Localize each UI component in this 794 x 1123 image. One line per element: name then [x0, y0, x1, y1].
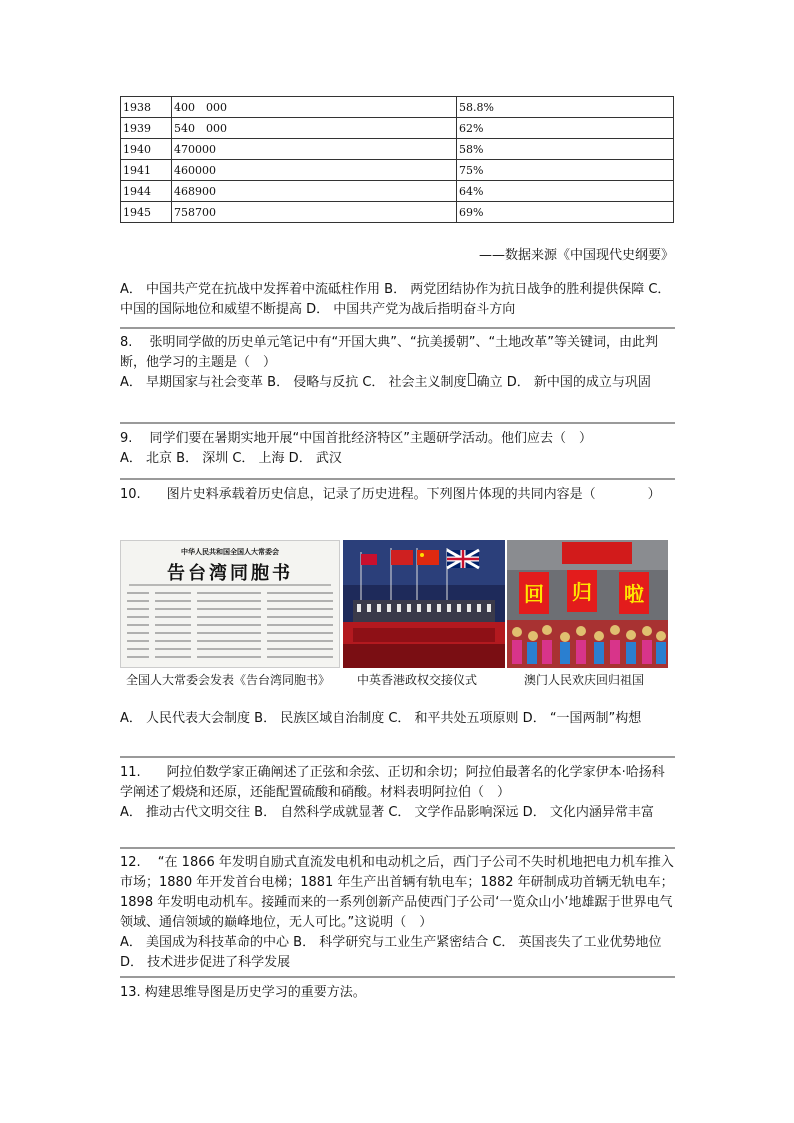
question-9: [120, 429, 675, 469]
percent-cell: 58%: [457, 139, 674, 160]
year-cell: 1941: [121, 160, 172, 181]
newspaper-headline: 告台湾同胞书: [167, 563, 293, 584]
year-cell: 1938: [121, 97, 172, 118]
divider: [120, 422, 675, 424]
table-row: [121, 139, 674, 160]
photo-3-caption: 澳门人民欢庆回归祖国: [524, 673, 645, 687]
year-cell: 1944: [121, 181, 172, 202]
question-13-stem: 13. 构建思维导图是历史学习的重要方法。: [120, 985, 366, 1000]
missing-glyph-box: [468, 373, 476, 386]
year-cell: 1940: [121, 139, 172, 160]
count-cell: 460000: [172, 160, 457, 181]
ceremony-illustration: [343, 540, 505, 668]
percent-cell: 69%: [457, 202, 674, 223]
question-10-stem: 10. 图片史料承载着历史信息，记录了历史进程。下列图片体现的共同内容是（ ）: [120, 487, 661, 502]
divider: [120, 327, 675, 329]
question-8-stem: 8. 张明同学做的历史单元笔记中有“开国大典”、“抗美援朝”、“土地改革”等关键词，由此判断，他学习的主题是（ ）: [120, 335, 658, 370]
count-cell: 540 000: [172, 118, 457, 139]
table-row: [121, 202, 674, 223]
count-cell: 400 000: [172, 97, 457, 118]
question-9-options: A． 北京 B． 深圳 C． 上海 D． 武汉: [120, 451, 342, 466]
count-cell: 758700: [172, 202, 457, 223]
question-7-options: A． 中国共产党在抗战中发挥着中流砥柱作用 B． 两党团结协作为抗日战争的胜利提供保障 C． 中国的国际地位和威望不断提高 D． 中国共产党为战后指明奋斗方向: [120, 282, 671, 317]
question-12: [120, 853, 675, 973]
table-row: [121, 181, 674, 202]
photo-1-caption: 全国人大常委会发表《告台湾同胞书》: [126, 673, 331, 687]
table-source: ——数据来源《中国现代史纲要》: [478, 248, 674, 263]
divider: [120, 756, 675, 758]
year-cell: 1945: [121, 202, 172, 223]
photo-2-caption: 中英香港政权交接仪式: [357, 673, 478, 687]
table-row: [121, 118, 674, 139]
newspaper-header: 中华人民共和国全国人大常委会: [181, 547, 279, 556]
data-table: [120, 96, 674, 223]
newspaper-photo: [120, 540, 340, 668]
question-8-options-c-d: 确立 D． 新中国的成立与巩固: [476, 375, 651, 390]
question-12-options: A． 美国成为科技革命的中心 B． 科学研究与工业生产紧密结合 C． 英国丧失了工业优势地位 D． 技术进步促进了科学发展: [120, 935, 662, 970]
percent-cell: 62%: [457, 118, 674, 139]
question-8-options: [120, 373, 675, 393]
question-10-photos: [120, 540, 668, 690]
question-13: [120, 983, 675, 1003]
newspaper-text-columns: [121, 541, 339, 668]
percent-cell: 64%: [457, 181, 674, 202]
handover-ceremony-photo: [343, 540, 505, 668]
banner-char-2: 归: [572, 580, 592, 604]
table-row: [121, 160, 674, 181]
year-cell: 1939: [121, 118, 172, 139]
table-row: [121, 97, 674, 118]
question-9-stem: 9. 同学们要在暑期实地开展“中国首批经济特区”主题研学活动。他们应去（ ）: [120, 431, 593, 446]
question-8: [120, 333, 675, 393]
question-7-options-block: [120, 280, 675, 320]
divider: [120, 478, 675, 480]
question-11: [120, 763, 675, 823]
percent-cell: 58.8%: [457, 97, 674, 118]
divider: [120, 976, 675, 978]
macau-celebration-photo: [507, 540, 668, 668]
question-8-options-a-c: A． 早期国家与社会变革 B． 侵略与反抗 C． 社会主义制度: [120, 375, 467, 390]
question-11-stem: 11. 阿拉伯数学家正确阐述了正弦和余弦、正切和余切；阿拉伯最著名的化学家伊本·哈扬科学阐述了煅烧和还原，还能配置硫酸和硝酸。材料表明阿拉伯（ ）: [120, 765, 665, 800]
question-10-options-block: [120, 709, 675, 729]
question-10-options: A． 人民代表大会制度 B． 民族区域自治制度 C． 和平共处五项原则 D． “一国两制”构想: [120, 711, 642, 726]
count-cell: 470000: [172, 139, 457, 160]
question-10: [120, 485, 675, 505]
divider: [120, 847, 675, 849]
banner-char-1: 回: [524, 582, 544, 606]
percent-cell: 75%: [457, 160, 674, 181]
count-cell: 468900: [172, 181, 457, 202]
banner-char-3: 啦: [624, 582, 644, 606]
question-11-options: A． 推动古代文明交往 B． 自然科学成就显著 C． 文学作品影响深远 D． 文化内涵异常丰富: [120, 805, 654, 820]
question-12-stem: 12. “在 1866 年发明自励式直流发电机和电动机之后，西门子公司不失时机地把电力机车推入市场；1880 年开发首台电梯；1881 年生产出首辆有轨电车；1882 年研制成功首辆无轨电车；1898 年发明电动机车。接踵而来的一系列创新产品使西门子公司‘一览众山小’地雄踞于世界电气领域、通信领域的巅峰地位，无人可比。”这说明（ ）: [120, 855, 674, 930]
